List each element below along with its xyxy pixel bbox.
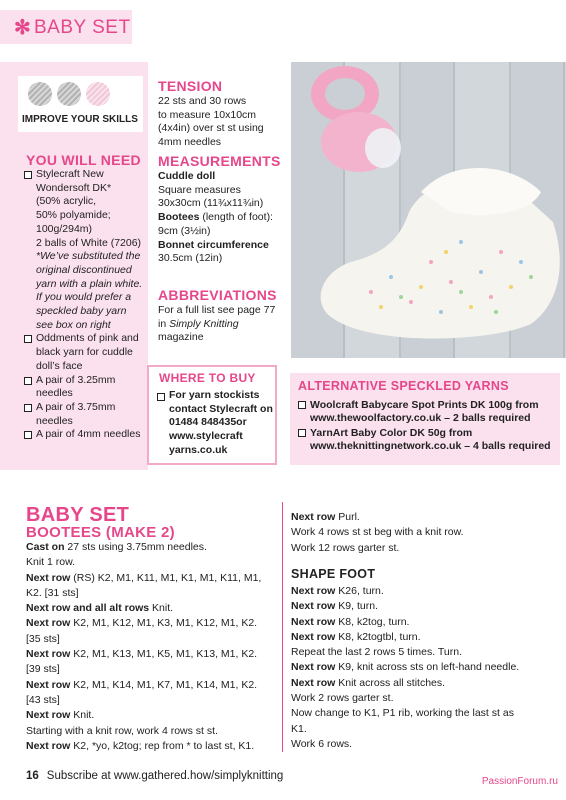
- bootee-photo: [291, 62, 566, 358]
- yarn-ball-icon: [57, 82, 81, 106]
- row-text: K26, turn.: [335, 585, 384, 597]
- checkbox-icon: [24, 431, 32, 439]
- row-text: Knit across all stitches.: [335, 676, 446, 689]
- row-text: K2, *yo, k2tog; rep from * to last st, K1.: [70, 739, 255, 752]
- row-text: [35 sts]: [26, 632, 60, 645]
- pattern-line: [291, 630, 561, 645]
- row-text: K9, knit across sts on left-hand needle.: [335, 661, 520, 674]
- pattern-line: [26, 632, 278, 647]
- row-label: Next row: [291, 615, 336, 628]
- shape-foot-heading: SHAPE FOOT: [291, 567, 376, 581]
- row-label: Next row: [26, 617, 71, 630]
- you-will-need-list: [24, 168, 144, 442]
- pacifier-teat: [365, 128, 401, 168]
- row-text: Work 12 rows garter st.: [291, 541, 400, 554]
- pattern-line: [291, 541, 561, 556]
- where-to-buy-text: For yarn stockists contact Stylecraft on 01484 848435or www.stylecraft yarns.co.uk: [169, 389, 273, 456]
- row-text: K8, k2togtbl, turn.: [335, 630, 421, 643]
- pattern-line: [291, 691, 561, 706]
- pattern-line: [26, 571, 278, 586]
- row-label: Next row: [291, 661, 336, 674]
- pattern-line: [291, 615, 561, 630]
- row-text: Knit.: [149, 602, 174, 615]
- list-item: Woolcraft Babycare Spot Prints DK 100g from www.thewoolfactory.co.uk – 2 balls required: [298, 399, 539, 425]
- pattern-right-column-top: [291, 510, 561, 556]
- row-text: K8, k2tog, turn.: [335, 615, 410, 628]
- row-label: Cast on: [26, 541, 65, 553]
- pattern-line: [291, 510, 561, 525]
- measurements-heading: MEASUREMENTS: [158, 153, 281, 169]
- row-text: Starting with a knit row, work 4 rows st st.: [26, 724, 218, 737]
- pattern-line: [291, 645, 561, 660]
- row-text: K1.: [291, 722, 307, 735]
- row-label: Next row: [26, 678, 71, 691]
- pattern-line: [26, 662, 278, 677]
- row-text: Work 6 rows.: [291, 737, 353, 750]
- pattern-line: [291, 525, 561, 540]
- where-to-buy-heading: WHERE TO BUY: [159, 371, 256, 385]
- tension-heading: TENSION: [158, 78, 223, 94]
- row-text: 27 sts using 3.75mm needles.: [64, 541, 207, 553]
- asterisk-icon: ✻: [14, 17, 31, 39]
- row-text: Work 4 rows st st beg with a knit row.: [291, 526, 464, 539]
- row-text: Knit 1 row.: [26, 556, 76, 569]
- alternative-yarns-heading: ALTERNATIVE SPECKLED YARNS: [298, 379, 509, 393]
- pattern-line: [291, 737, 561, 752]
- pattern-title: BABY SET: [26, 504, 130, 526]
- checkbox-icon: [24, 335, 32, 343]
- pattern-line: [26, 616, 278, 631]
- section-title: BABY SET: [34, 17, 131, 38]
- checkbox-icon: [24, 171, 32, 179]
- where-to-buy-box: [147, 365, 277, 465]
- tension-text: 22 sts and 30 rows to measure 10x10cm (4x4in) over st st using 4mm needles: [158, 95, 264, 149]
- pattern-left-column: [26, 540, 278, 754]
- row-label: Next row: [291, 585, 336, 597]
- checkbox-icon: [24, 377, 32, 385]
- pattern-line: [26, 739, 278, 754]
- row-label: Next row and all alt rows: [26, 602, 150, 615]
- row-text: Now change to K1, P1 rib, working the last st as: [291, 707, 514, 720]
- pattern-line: [291, 584, 561, 599]
- pattern-line: [291, 676, 561, 691]
- pattern-line: [26, 708, 278, 723]
- pattern-line: [291, 660, 561, 675]
- pattern-line: [26, 693, 278, 708]
- list-item: A pair of 3.25mm needles: [24, 374, 144, 401]
- checkbox-icon: [298, 429, 306, 437]
- row-label: Next row: [26, 648, 71, 661]
- row-text: (RS) K2, M1, K11, M1, K1, M1, K11, M1,: [70, 571, 262, 584]
- subscribe-text: Subscribe at www.gathered.how/simplyknitting: [46, 770, 284, 782]
- row-label: Next row: [291, 600, 336, 613]
- bootee-photo-illustration: [291, 62, 566, 358]
- row-text: K2. [31 sts]: [26, 586, 79, 599]
- section-header: [0, 10, 566, 44]
- row-label: Next row: [26, 571, 71, 584]
- pattern-line: [291, 722, 561, 737]
- pattern-line: [26, 601, 278, 616]
- page-number: 16: [26, 770, 39, 782]
- row-label: Next row: [291, 630, 336, 643]
- list-item: Stylecraft New Wondersoft DK* (50% acrylic, 50% polyamide; 100g/294m) 2 balls of White (7206) *We’ve substituted the original discontinued yarn with a plain white. If you would prefer a speckled baby yarn see box on right: [24, 168, 144, 332]
- watermark: PassionForum.ru: [481, 776, 558, 787]
- pattern-subtitle: BOOTEES (MAKE 2): [26, 524, 175, 541]
- row-label: Next row: [26, 739, 71, 752]
- row-text: Purl.: [335, 511, 360, 523]
- row-text: K2, M1, K14, M1, K7, M1, K14, M1, K2.: [70, 678, 258, 691]
- pattern-line: [26, 724, 278, 739]
- pattern-line: [26, 586, 278, 601]
- list-item: Oddments of pink and black yarn for cuddle doll’s face: [24, 332, 144, 373]
- row-text: K2, M1, K13, M1, K5, M1, K13, M1, K2.: [70, 648, 258, 661]
- yarn-ball-icon: [28, 82, 52, 106]
- checkbox-icon: [24, 404, 32, 412]
- row-label: Next row: [291, 511, 336, 523]
- list-item: YarnArt Baby Color DK 50g from www.theknittingnetwork.co.uk – 4 balls required: [298, 427, 551, 453]
- measurements-text: Cuddle doll Square measures 30x30cm (11¾x11¾in) Bootees (length of foot): 9cm (3½in) Bonnet circumference 30.5cm (12in): [158, 170, 273, 265]
- pattern-line: [26, 678, 278, 693]
- row-text: K2, M1, K12, M1, K3, M1, K12, M1, K2.: [70, 617, 258, 630]
- row-text: Knit.: [70, 709, 95, 722]
- alternative-yarns-box: [290, 373, 560, 465]
- row-text: [43 sts]: [26, 693, 60, 706]
- pattern-line: [291, 599, 561, 614]
- yarn-ball-icon: [86, 82, 110, 106]
- skills-label: IMPROVE YOUR SKILLS: [22, 114, 138, 125]
- row-text: Work 2 rows garter st.: [291, 692, 394, 705]
- row-label: Next row: [26, 709, 71, 722]
- page-footer: [26, 770, 283, 782]
- pattern-line: [26, 647, 278, 662]
- row-label: Next row: [291, 676, 336, 689]
- pattern-line: [26, 555, 278, 570]
- you-will-need-heading: YOU WILL NEED: [26, 152, 141, 168]
- pattern-line: [26, 540, 278, 555]
- row-text: Repeat the last 2 rows 5 times. Turn.: [291, 646, 462, 659]
- checkbox-icon: [157, 393, 165, 401]
- pattern-line: [291, 706, 561, 721]
- pattern-right-column-bottom: [291, 584, 561, 752]
- column-divider: [282, 502, 283, 752]
- row-text: [39 sts]: [26, 663, 60, 676]
- list-item: A pair of 4mm needles: [24, 428, 144, 442]
- checkbox-icon: [298, 401, 306, 409]
- abbreviations-heading: ABBREVIATIONS: [158, 287, 277, 303]
- row-text: K9, turn.: [335, 600, 378, 613]
- list-item: A pair of 3.75mm needles: [24, 401, 144, 428]
- abbreviations-text: For a full list see page 77 in Simply Knitting magazine: [158, 304, 276, 344]
